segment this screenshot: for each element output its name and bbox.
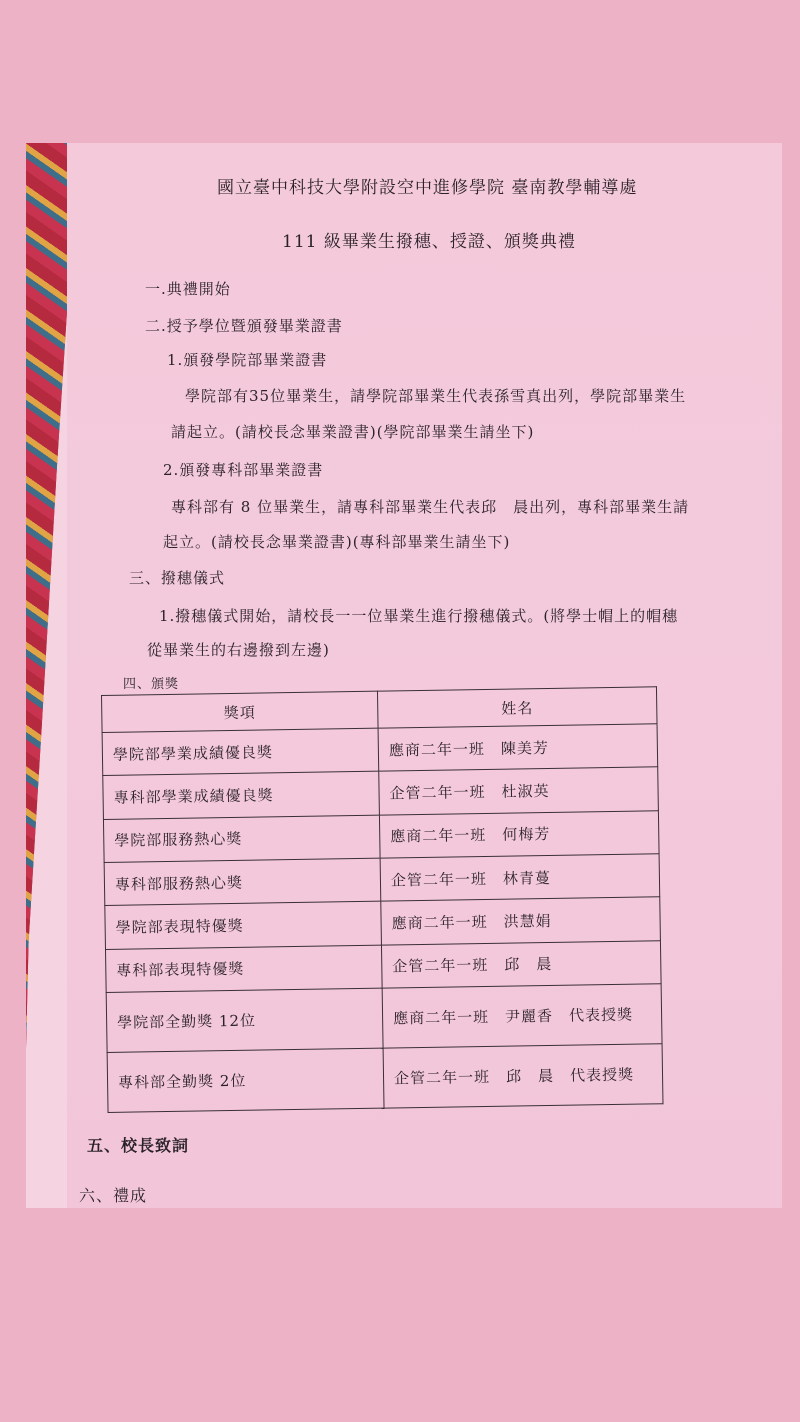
column-header-name: 姓名 — [377, 687, 657, 728]
section-opening: 一.典禮開始 — [145, 280, 231, 298]
award-cell: 專科部服務熱心獎 — [104, 858, 381, 906]
ceremony-program-paper — [67, 143, 782, 1208]
recipient-cell: 應商二年一班 洪慧娟 — [381, 897, 661, 945]
recipient-cell: 應商二年一班 尹麗香 代表授獎 — [382, 984, 662, 1048]
award-cell: 學院部服務熱心獎 — [103, 815, 380, 863]
tassel-ceremony-line2: 從畢業生的右邊撥到左邊) — [147, 641, 330, 659]
college-certificates-paragraph-line1: 學院部有35位畢業生，請學院部畢業生代表孫雪真出列，學院部畢業生 — [185, 387, 687, 405]
section-degree-conferral: 二.授予學位暨頒發畢業證書 — [145, 317, 343, 335]
recipient-cell: 企管二年一班 林青蔓 — [380, 854, 660, 902]
award-cell: 學院部全勤獎 12位 — [106, 988, 383, 1052]
section-awards: 四、頒獎 — [123, 677, 180, 692]
award-cell: 專科部全勤獎 2位 — [107, 1048, 384, 1112]
table-row — [107, 1044, 663, 1113]
junior-college-paragraph-line2: 起立。(請校長念畢業證書)(專科部畢業生請坐下) — [163, 533, 511, 551]
awards-table — [101, 686, 663, 1113]
award-cell: 專科部學業成績優良獎 — [103, 771, 380, 819]
award-cell: 學院部學業成績優良獎 — [102, 728, 379, 776]
column-header-award: 獎項 — [102, 691, 379, 732]
tassel-ceremony-line1: 1.撥穗儀式開始，請校長一一位畢業生進行撥穗儀式。(將學士帽上的帽穗 — [159, 607, 679, 625]
recipient-cell: 企管二年一班 杜淑英 — [379, 767, 659, 815]
section-tassel-ceremony: 三、撥穗儀式 — [129, 569, 226, 587]
award-cell: 學院部表現特優獎 — [105, 901, 382, 949]
recipient-cell: 應商二年一班 陳美芳 — [378, 724, 658, 772]
award-cell: 專科部表現特優獎 — [105, 945, 382, 993]
ceremony-title: 111 級畢業生撥穗、授證、頒獎典禮 — [282, 232, 576, 252]
school-header: 國立臺中科技大學附設空中進修學院 臺南教學輔導處 — [217, 178, 638, 198]
junior-college-paragraph-line1: 專科部有 8 位畢業生，請專科部畢業生代表邱 晨出列，專科部畢業生請 — [171, 498, 690, 516]
recipient-cell: 企管二年一班 邱 晨 代表授獎 — [383, 1044, 663, 1108]
table-row — [106, 984, 662, 1053]
section-principal-speech: 五、校長致詞 — [87, 1136, 190, 1155]
recipient-cell: 應商二年一班 何梅芳 — [379, 810, 659, 858]
college-certificates-paragraph-line2: 請起立。(請校長念畢業證書)(學院部畢業生請坐下) — [171, 423, 535, 441]
section-ceremony-end: 六、禮成 — [79, 1186, 148, 1205]
subsection-junior-college-certificates: 2.頒發專科部畢業證書 — [163, 461, 324, 479]
document-photo — [26, 143, 782, 1208]
subsection-college-certificates: 1.頒發學院部畢業證書 — [167, 351, 328, 369]
recipient-cell: 企管二年一班 邱 晨 — [381, 940, 661, 988]
